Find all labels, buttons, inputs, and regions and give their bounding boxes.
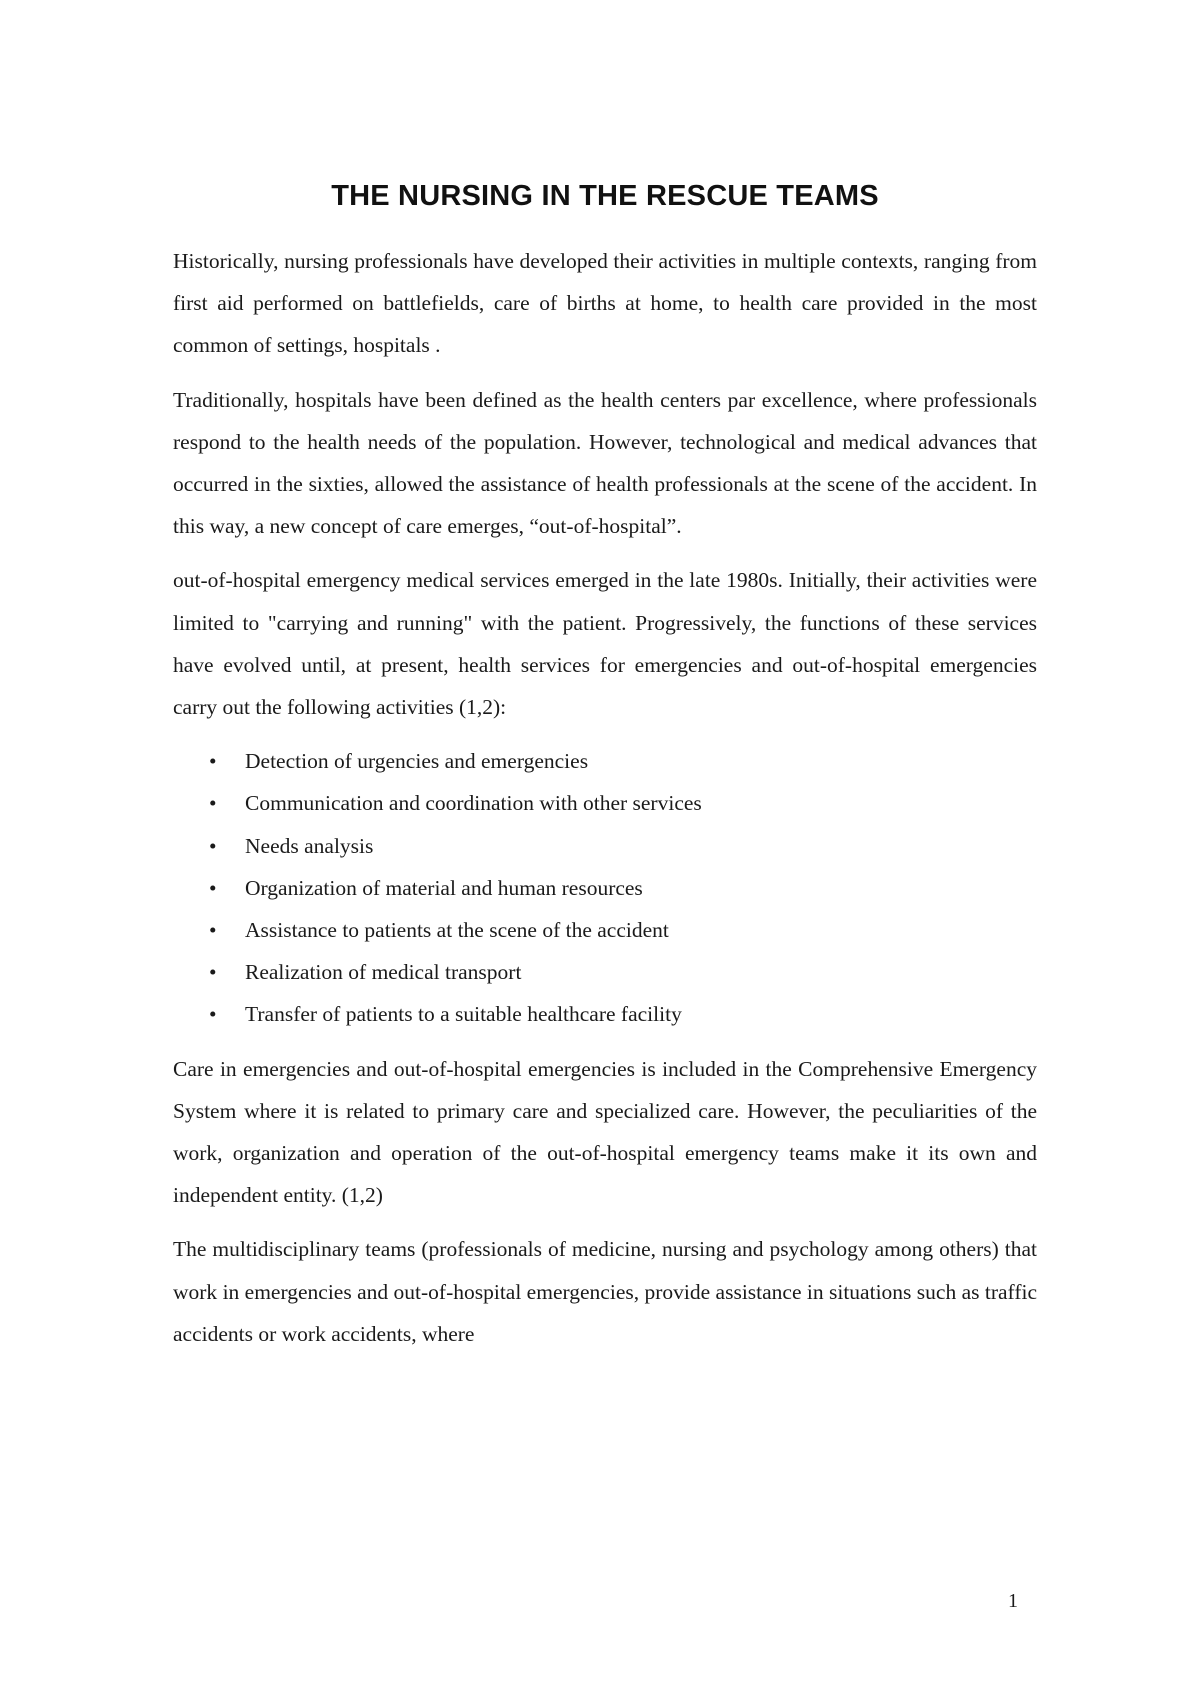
list-item-text: Assistance to patients at the scene of the accident	[245, 918, 669, 943]
list-item-text: Organization of material and human resources	[245, 875, 643, 900]
bullet-icon: •	[209, 960, 217, 985]
paragraph-1: Historically, nursing professionals have developed their activities in multiple contexts, ranging from first aid performed on battlefields, care of births at home, to health care provided in the most common of settings, hospitals .	[173, 249, 1037, 358]
list-item	[173, 909, 1037, 951]
bullet-icon: •	[209, 1002, 217, 1027]
paragraph-5: The multidisciplinary teams (professionals of medicine, nursing and psychology among others) that work in emergencies and out-of-hospital emergencies, provide assistance in situations such as traffic accidents or work accidents, where	[173, 1237, 1037, 1346]
document-title: THE NURSING IN THE RESCUE TEAMS	[331, 180, 879, 212]
list-item-text: Needs analysis	[245, 833, 374, 858]
page-number: 1	[1008, 1590, 1018, 1612]
bullet-icon: •	[209, 791, 217, 816]
list-item-text: Realization of medical transport	[245, 960, 522, 985]
list-item-text: Communication and coordination with other services	[245, 791, 702, 816]
list-item	[173, 993, 1037, 1035]
list-item	[173, 867, 1037, 909]
list-item-text: Transfer of patients to a suitable healthcare facility	[245, 1002, 682, 1027]
bullet-icon: •	[209, 749, 217, 774]
bullet-icon: •	[209, 918, 217, 943]
paragraph-4: Care in emergencies and out-of-hospital emergencies is included in the Comprehensive Emergency System where it is related to primary care and specialized care. However, the peculiarities of the work, organization and operation of the out-of-hospital emergency teams make it its own and independent entity. (1,2)	[173, 1056, 1037, 1208]
list-item	[173, 740, 1037, 782]
list-item-text: Detection of urgencies and emergencies	[245, 749, 589, 774]
list-item	[173, 825, 1037, 867]
paragraph-3: out-of-hospital emergency medical services emerged in the late 1980s. Initially, their activities were limited to "carrying and running" with the patient. Progressively, the functions of these services have evolved until, at present, health services for emergencies and out-of-hospital emergencies carry out the following activities (1,2):	[173, 568, 1037, 720]
bullet-icon: •	[209, 833, 217, 858]
paragraph-2: Traditionally, hospitals have been defined as the health centers par excellence, where professionals respond to the health needs of the population. However, technological and medical advances that occurred in the sixties, allowed the assistance of health professionals at the scene of the accident. In this way, a new concept of care emerges, “out-of-hospital”.	[173, 387, 1037, 539]
bullet-icon: •	[209, 875, 217, 900]
list-item	[173, 951, 1037, 993]
list-item	[173, 782, 1037, 824]
document-body	[173, 240, 1037, 1367]
activities-list	[173, 740, 1037, 1035]
